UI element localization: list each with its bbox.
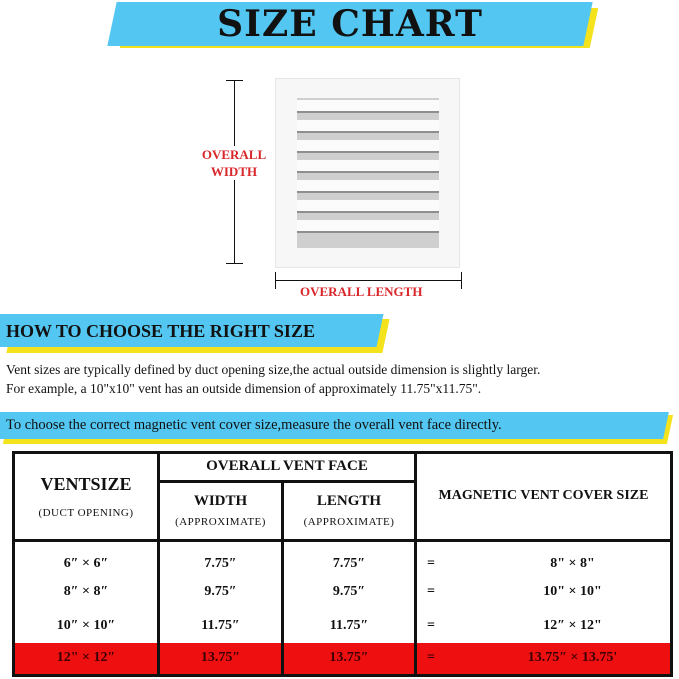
equals-sign: = (427, 584, 435, 600)
vent-louver (297, 160, 439, 173)
vent-louver (297, 200, 439, 213)
page-title: SIZE CHART (217, 3, 483, 45)
cover-size-header: MAGNETIC VENT COVER SIZE (416, 453, 672, 541)
overall-length-label: OVERALL LENGTH (300, 284, 423, 299)
length-header-label: LENGTH (316, 493, 382, 510)
width-cell: 11.75″ (159, 609, 283, 643)
how-banner (0, 313, 392, 355)
cover-size-cell (416, 609, 672, 643)
vent-louver (297, 140, 439, 153)
width-header (159, 481, 283, 540)
length-header (283, 481, 416, 540)
cover-size-value: 13.75″ × 13.75' (527, 650, 618, 666)
paragraph-line: Vent sizes are typically defined by duct opening size,the actual outside dimension is slightly larger. (6, 362, 541, 377)
cover-size-cell (416, 643, 672, 676)
length-cell: 7.75″ (283, 540, 416, 575)
width-header-sub: (APPROXIMATE) (175, 516, 266, 529)
table-row (14, 540, 672, 575)
width-cell: 13.75″ (159, 643, 283, 676)
overall-width-label: OVERALL WIDTH (195, 146, 273, 180)
cover-size-cell (416, 575, 672, 609)
vent-louver (297, 100, 439, 113)
vent-louver (297, 220, 439, 233)
width-header-label: WIDTH (193, 493, 248, 510)
vent-size-cell: 8″ × 8″ (14, 575, 159, 609)
length-cell: 9.75″ (283, 575, 416, 609)
length-cell: 13.75″ (283, 643, 416, 676)
size-table (12, 451, 673, 677)
overall-vent-face-header: OVERALL VENT FACE (159, 453, 416, 482)
width-dimension-cap-top (226, 80, 243, 81)
ventsize-header-label: VENTSIZE (40, 473, 132, 494)
table-header-row (14, 453, 672, 482)
how-title: HOW TO CHOOSE THE RIGHT SIZE (6, 320, 315, 341)
equals-sign: = (427, 617, 435, 633)
length-header-sub: (APPROXIMATE) (303, 516, 395, 529)
vent-louver (297, 120, 439, 133)
length-cell: 11.75″ (283, 609, 416, 643)
cover-size-value: 10" × 10" (543, 584, 602, 600)
ventsize-header (14, 453, 159, 541)
table-row (14, 575, 672, 609)
equals-sign: = (427, 650, 435, 666)
width-cell: 9.75″ (159, 575, 283, 609)
measure-note: To choose the correct magnetic vent cover size,measure the overall vent face directly. (6, 417, 502, 433)
equals-sign: = (427, 555, 435, 571)
measure-banner (0, 412, 672, 444)
table-row-highlighted (14, 643, 672, 676)
width-cell: 7.75″ (159, 540, 283, 575)
vent-size-cell: 12" × 12″ (14, 643, 159, 676)
width-dimension-cap-bottom (226, 263, 243, 264)
vent-size-cell: 10″ × 10″ (14, 609, 159, 643)
cover-size-value: 8" × 8" (550, 555, 595, 571)
cover-size-value: 12″ × 12" (543, 617, 602, 633)
length-dimension-cap-right (461, 272, 462, 289)
length-dimension-line (275, 280, 462, 281)
cover-size-cell (416, 540, 672, 575)
vent-louver (297, 180, 439, 193)
paragraph-line: For example, a 10"x10" vent has an outside dimension of approximately 11.75"x11.75". (6, 381, 482, 396)
ventsize-header-sub: (DUCT OPENING) (38, 506, 134, 519)
length-dimension-cap-left (275, 272, 276, 289)
vent-image (275, 78, 460, 268)
title-banner (112, 2, 600, 50)
vent-size-cell: 6″ × 6″ (14, 540, 159, 575)
table-row (14, 609, 672, 643)
